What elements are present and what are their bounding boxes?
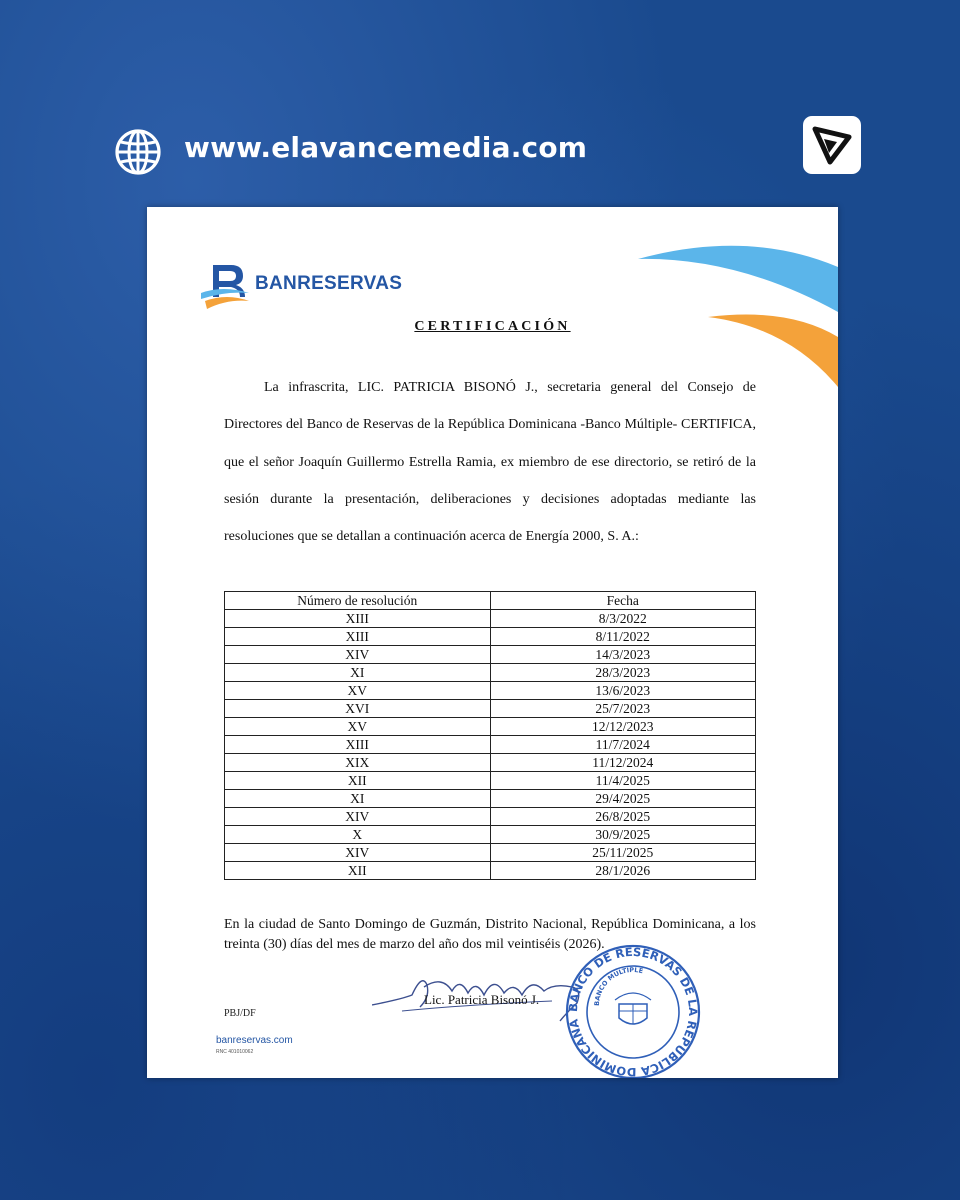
table-row: [225, 700, 756, 718]
website-url[interactable]: www.elavancemedia.com: [184, 131, 588, 164]
resolution-number-cell: XIII: [225, 610, 491, 628]
resolution-number-cell: XI: [225, 790, 491, 808]
resolution-date-cell: 13/6/2023: [490, 682, 756, 700]
seal-outer-text: BANCO DE RESERVAS DE LA REPUBLICA DOMINICANA: [565, 944, 701, 1080]
table-row: [225, 844, 756, 862]
resolution-date-cell: 29/4/2025: [490, 790, 756, 808]
bank-logo: [201, 263, 421, 311]
resolution-date-cell: 14/3/2023: [490, 646, 756, 664]
column-header-resolution: Número de resolución: [225, 592, 491, 610]
table-row: [225, 790, 756, 808]
table-row: [225, 718, 756, 736]
initials: PBJ/DF: [224, 1008, 256, 1019]
globe-icon: [114, 128, 162, 176]
column-header-date: Fecha: [490, 592, 756, 610]
table-row: [225, 664, 756, 682]
table-header-row: [225, 592, 756, 610]
bank-logo-mark-icon: [201, 263, 251, 311]
table-row: [225, 862, 756, 880]
resolution-date-cell: 26/8/2025: [490, 808, 756, 826]
seal-inner-text: BANCO MULTIPLE: [592, 965, 644, 1007]
resolution-number-cell: XV: [225, 682, 491, 700]
resolution-number-cell: XIV: [225, 646, 491, 664]
resolution-number-cell: XIII: [225, 628, 491, 646]
closing-statement: En la ciudad de Santo Domingo de Guzmán, Distrito Nacional, República Dominicana, a los treinta (30) días del mes de marzo del año dos mil veintiséis (2026).: [224, 917, 756, 952]
resolution-date-cell: 25/11/2025: [490, 844, 756, 862]
table-row: [225, 808, 756, 826]
table-row: [225, 826, 756, 844]
resolution-date-cell: 28/1/2026: [490, 862, 756, 880]
bank-seal-icon: [557, 942, 709, 1078]
resolution-number-cell: XI: [225, 664, 491, 682]
resolution-date-cell: 11/7/2024: [490, 736, 756, 754]
play-arrow-logo-icon: [812, 125, 852, 165]
table-row: [225, 754, 756, 772]
resolution-date-cell: 11/12/2024: [490, 754, 756, 772]
document-title: CERTIFICACIÓN: [414, 319, 571, 334]
resolution-number-cell: XIX: [225, 754, 491, 772]
resolution-date-cell: 25/7/2023: [490, 700, 756, 718]
resolution-number-cell: XV: [225, 718, 491, 736]
table-row: [225, 736, 756, 754]
signer-name: Lic. Patricia Bisonó J.: [424, 992, 540, 1007]
certification-body: La infrascrita, LIC. PATRICIA BISONÓ J., secretaria general del Consejo de Directores del Banco de Reservas de la República Dominicana -Banco Múltiple- CERTIFICA, que el señor Joaquín Guillermo Estrella Ramia, ex miembro de ese directorio, se retiró de la sesión durante la presentación, deliberaciones y decisiones adoptadas mediante las resoluciones que se detallan a continuación acerca de Energía 2000, S. A.:: [224, 380, 756, 545]
resolution-date-cell: 8/3/2022: [490, 610, 756, 628]
resolution-date-cell: 8/11/2022: [490, 628, 756, 646]
resolution-number-cell: XIII: [225, 736, 491, 754]
table-row: [225, 772, 756, 790]
table-row: [225, 628, 756, 646]
resolution-date-cell: 28/3/2023: [490, 664, 756, 682]
svg-text:BANCO MULTIPLE: [593, 966, 644, 1006]
table-row: [225, 646, 756, 664]
header-bar: [0, 0, 960, 200]
certificate-document: [147, 207, 838, 1078]
resolution-number-cell: XVI: [225, 700, 491, 718]
footer-website: banreservas.com: [216, 1035, 293, 1046]
resolution-number-cell: XIV: [225, 844, 491, 862]
brand-badge[interactable]: [803, 116, 861, 174]
table-body: [225, 610, 756, 880]
footer-subtext: RNC 401010062: [216, 1049, 254, 1055]
resolution-number-cell: XII: [225, 772, 491, 790]
bank-name: BANRESERVAS: [255, 273, 403, 294]
table-row: [225, 682, 756, 700]
resolution-date-cell: 11/4/2025: [490, 772, 756, 790]
resolution-number-cell: XII: [225, 862, 491, 880]
resolution-date-cell: 30/9/2025: [490, 826, 756, 844]
resolutions-table: [224, 591, 756, 880]
table-row: [225, 610, 756, 628]
resolution-number-cell: X: [225, 826, 491, 844]
resolution-number-cell: XIV: [225, 808, 491, 826]
resolution-date-cell: 12/12/2023: [490, 718, 756, 736]
